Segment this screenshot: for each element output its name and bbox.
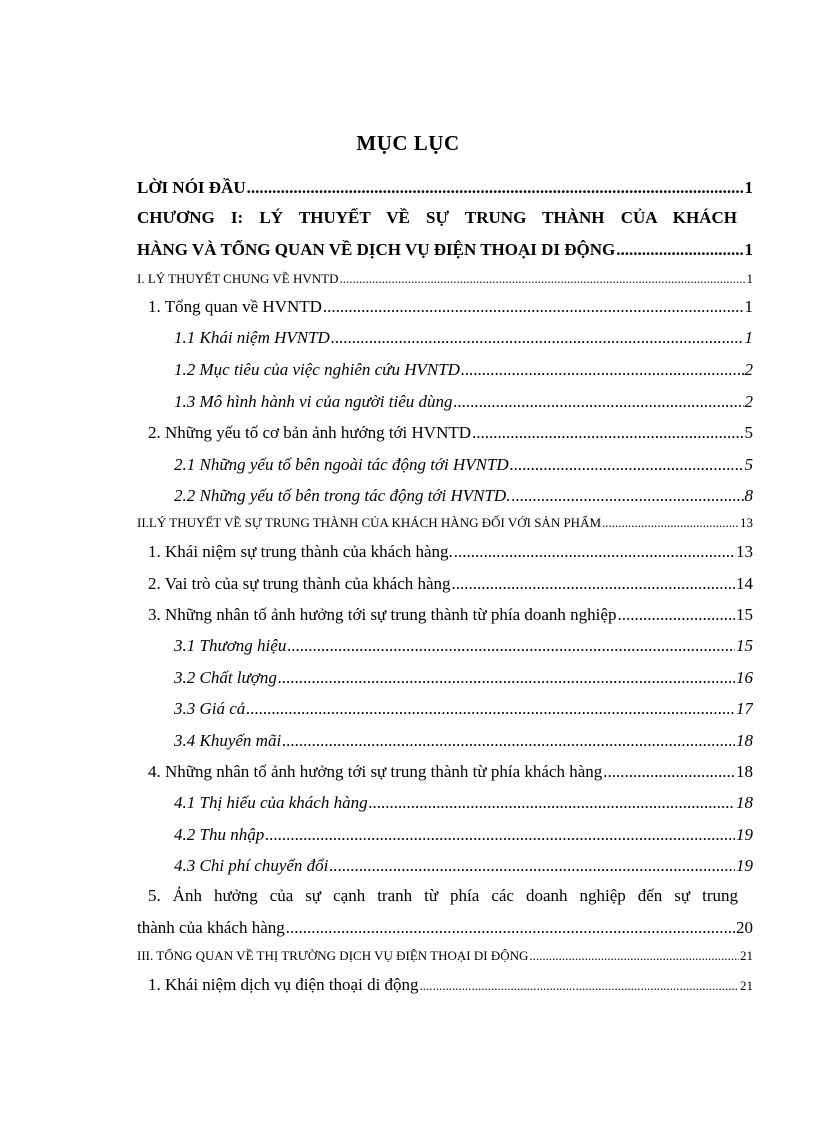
toc-entry-2-4[interactable] — [148, 762, 753, 782]
toc-entry-label: 1.3 Mô hình hành vi của người tiêu dùng — [174, 392, 453, 411]
toc-entry-2-3-2[interactable] — [174, 668, 753, 688]
toc-entry-page: 1 — [744, 328, 753, 347]
toc-entry-page: 15 — [736, 605, 753, 624]
toc-entry-page: 18 — [736, 793, 753, 812]
dot-leader — [616, 240, 743, 260]
toc-entry-2-2[interactable] — [148, 574, 753, 594]
toc-entry-label: 5. Ảnh hưởng của sự cạnh tranh từ phía các doanh nghiệp đến sự trung — [148, 886, 738, 905]
toc-entry-page: 1 — [744, 240, 753, 259]
dot-leader — [323, 297, 744, 317]
toc-entry-2-1[interactable] — [148, 542, 753, 562]
toc-entry-1-2-1[interactable] — [174, 455, 753, 475]
toc-entry-page: 13 — [740, 515, 753, 530]
toc-entry-label: 1.2 Mục tiêu của việc nghiên cứu HVNTD — [174, 360, 460, 379]
toc-entry-label: 4. Những nhân tố ảnh hưởng tới sự trung thành từ phía khách hàng — [148, 762, 603, 781]
toc-entry-page: 18 — [736, 762, 753, 781]
dot-leader — [472, 423, 743, 443]
toc-entry-page: 2 — [744, 392, 753, 411]
dot-leader — [278, 668, 735, 688]
toc-entry-label: 3.2 Chất lượng — [174, 668, 277, 687]
toc-entry-page: 15 — [736, 636, 753, 655]
toc-entry-label: LỜI NÓI ĐẦU — [137, 178, 246, 197]
toc-entry-label: I. LÝ THUYẾT CHUNG VỀ HVNTD — [137, 271, 339, 286]
page-title: MỤC LỤC — [356, 131, 460, 155]
toc-entry-3-1[interactable] — [148, 975, 753, 995]
toc-entry-section-3[interactable] — [137, 948, 753, 964]
toc-entry-chapter-1-line-1[interactable] — [137, 208, 737, 228]
toc-entry-label: 2.1 Những yếu tố bên ngoài tác động tới HVNTD — [174, 455, 509, 474]
toc-entry-label: II.LÝ THUYẾT VỀ SỰ TRUNG THÀNH CỦA KHÁCH HÀNG ĐỐI VỚI SẢN PHẨM — [137, 515, 602, 530]
toc-entry-label: 4.1 Thị hiếu của khách hàng — [174, 793, 368, 812]
toc-entry-page: 8 — [744, 486, 753, 505]
toc-entry-page: 17 — [736, 699, 753, 718]
toc-entry-2-3-1[interactable] — [174, 636, 753, 656]
toc-entry-page: 5 — [744, 455, 753, 474]
toc-entry-2-3-4[interactable] — [174, 731, 753, 751]
dot-leader — [331, 328, 744, 348]
toc-entry-label: 3.1 Thương hiệu — [174, 636, 287, 655]
toc-entry-preface[interactable] — [137, 178, 753, 198]
toc-entry-label: 4.2 Thu nhập — [174, 825, 265, 844]
toc-entry-label: CHƯƠNG I: LÝ THUYẾT VỀ SỰ TRUNG THÀNH CỦA KHÁCH — [137, 208, 737, 227]
toc-entry-section-1[interactable] — [137, 271, 753, 287]
dot-leader — [265, 825, 735, 845]
toc-entry-label: 2. Vai trò của sự trung thành của khách hàng — [148, 574, 451, 593]
dot-leader — [329, 856, 735, 876]
dot-leader — [529, 948, 739, 964]
toc-entry-page: 18 — [736, 731, 753, 750]
dot-leader — [369, 793, 735, 813]
toc-entry-2-3-3[interactable] — [174, 699, 753, 719]
toc-entry-2-4-2[interactable] — [174, 825, 753, 845]
toc-entry-page: 19 — [736, 856, 753, 875]
toc-entry-label: 1. Tổng quan về HVNTD — [148, 297, 322, 316]
toc-entry-chapter-1-line-2[interactable] — [137, 240, 753, 260]
toc-entry-2-4-3[interactable] — [174, 856, 753, 876]
toc-entry-1-2[interactable] — [148, 423, 753, 443]
toc-entry-2-5-line-2[interactable] — [137, 918, 753, 938]
toc-entry-page: 2 — [744, 360, 753, 379]
toc-entry-1-1-1[interactable] — [174, 328, 753, 348]
toc-entry-label: 3. Những nhân tố ảnh hưởng tới sự trung thành từ phía doanh nghiệp — [148, 605, 617, 624]
toc-entry-1-1-2[interactable] — [174, 360, 753, 380]
toc-entry-label: thành của khách hàng — [137, 918, 285, 937]
dot-leader — [511, 486, 743, 506]
toc-entry-label: 2. Những yếu tố cơ bản ảnh hướng tới HVNTD — [148, 423, 472, 442]
toc-entry-page: 21 — [740, 978, 753, 993]
dot-leader — [454, 392, 744, 412]
dot-leader — [603, 762, 735, 782]
toc-entry-1-2-2[interactable] — [174, 486, 753, 506]
toc-entry-label: III. TỔNG QUAN VỀ THỊ TRƯỜNG DỊCH VỤ ĐIỆN THOẠI DI ĐỘNG — [137, 948, 529, 963]
toc-entry-1-1[interactable] — [148, 297, 753, 317]
dot-leader — [246, 699, 735, 719]
dot-leader — [282, 731, 735, 751]
dot-leader — [340, 271, 746, 287]
toc-entry-1-1-3[interactable] — [174, 392, 753, 412]
toc-entry-label: 3.3 Giá cả — [174, 699, 246, 718]
dot-leader — [420, 978, 739, 994]
toc-entry-label: 2.2 Những yếu tố bên trong tác động tới HVNTD. — [174, 486, 511, 505]
toc-entry-page: 19 — [736, 825, 753, 844]
toc-entry-label: 1. Khái niệm dịch vụ điện thoại di động — [148, 975, 419, 994]
dot-leader — [602, 515, 739, 531]
toc-entry-2-4-1[interactable] — [174, 793, 753, 813]
toc-entry-label: 1.1 Khái niệm HVNTD — [174, 328, 330, 347]
dot-leader — [286, 918, 735, 938]
toc-entry-page: 20 — [736, 918, 753, 937]
toc-entry-label: 1. Khái niệm sự trung thành của khách hàng. — [148, 542, 453, 561]
toc-entry-page: 21 — [740, 948, 753, 963]
toc-entry-2-3[interactable] — [148, 605, 753, 625]
toc-entry-page: 1 — [744, 297, 753, 316]
dot-leader — [287, 636, 735, 656]
toc-entry-page: 16 — [736, 668, 753, 687]
toc-entry-page: 1 — [744, 178, 753, 197]
toc-entry-2-5-line-1[interactable] — [148, 886, 738, 906]
toc-entry-page: 13 — [736, 542, 753, 561]
dot-leader — [247, 178, 744, 198]
toc-entry-label: 4.3 Chi phí chuyển đổi — [174, 856, 329, 875]
toc-entry-section-2[interactable] — [137, 515, 753, 531]
toc-entry-page: 14 — [736, 574, 753, 593]
toc-entry-label: HÀNG VÀ TỔNG QUAN VỀ DỊCH VỤ ĐIỆN THOẠI DI ĐỘNG — [137, 240, 616, 259]
toc-entry-page: 1 — [746, 271, 753, 286]
toc-entry-page: 5 — [744, 423, 753, 442]
dot-leader — [454, 542, 735, 562]
dot-leader — [617, 605, 735, 625]
dot-leader — [452, 574, 735, 594]
dot-leader — [510, 455, 744, 475]
dot-leader — [461, 360, 744, 380]
toc-entry-label: 3.4 Khuyến mãi — [174, 731, 282, 750]
